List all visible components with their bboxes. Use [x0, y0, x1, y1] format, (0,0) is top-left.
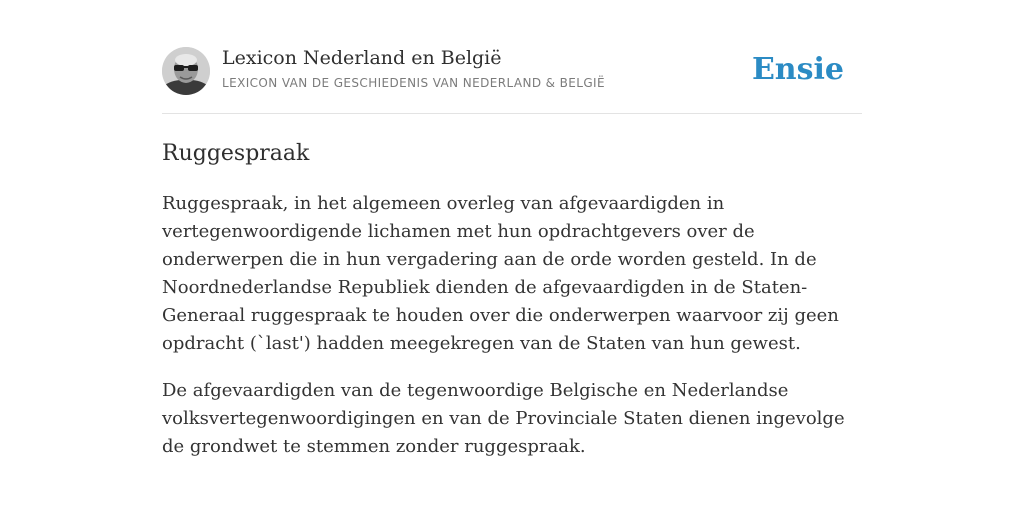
site-subtitle: LEXICON VAN DE GESCHIEDENIS VAN NEDERLAND & BELGIË — [222, 76, 605, 90]
page — [162, 0, 862, 461]
header — [162, 0, 862, 114]
brand-logo[interactable]: Ensie — [751, 52, 844, 87]
site-title[interactable]: Lexicon Nederland en België — [222, 47, 502, 69]
article-title: Ruggespraak — [162, 141, 310, 166]
header-text — [222, 45, 605, 92]
article-paragraph-1: Ruggespraak, in het algemeen overleg van afgevaardigden in vertegenwoordigende lichamen met hun opdrachtgevers over de onderwerpen die in hun vergadering aan de orde worden gesteld. In de Noordnederlandse Republiek dienden de afgevaardigden in de Staten-Generaal ruggespraak te houden over die onderwerpen waarvoor zij geen opdracht (`last') hadden meegekregen van de Staten van hun gewest. — [162, 193, 839, 354]
article-paragraph-2: De afgevaardigden van de tegenwoordige Belgische en Nederlandse volksvertegenwoordigingen en van de Provinciale Staten dienen ingevolge de grondwet te stemmen zonder ruggespraak. — [162, 380, 845, 457]
author-portrait-icon[interactable] — [162, 47, 210, 95]
